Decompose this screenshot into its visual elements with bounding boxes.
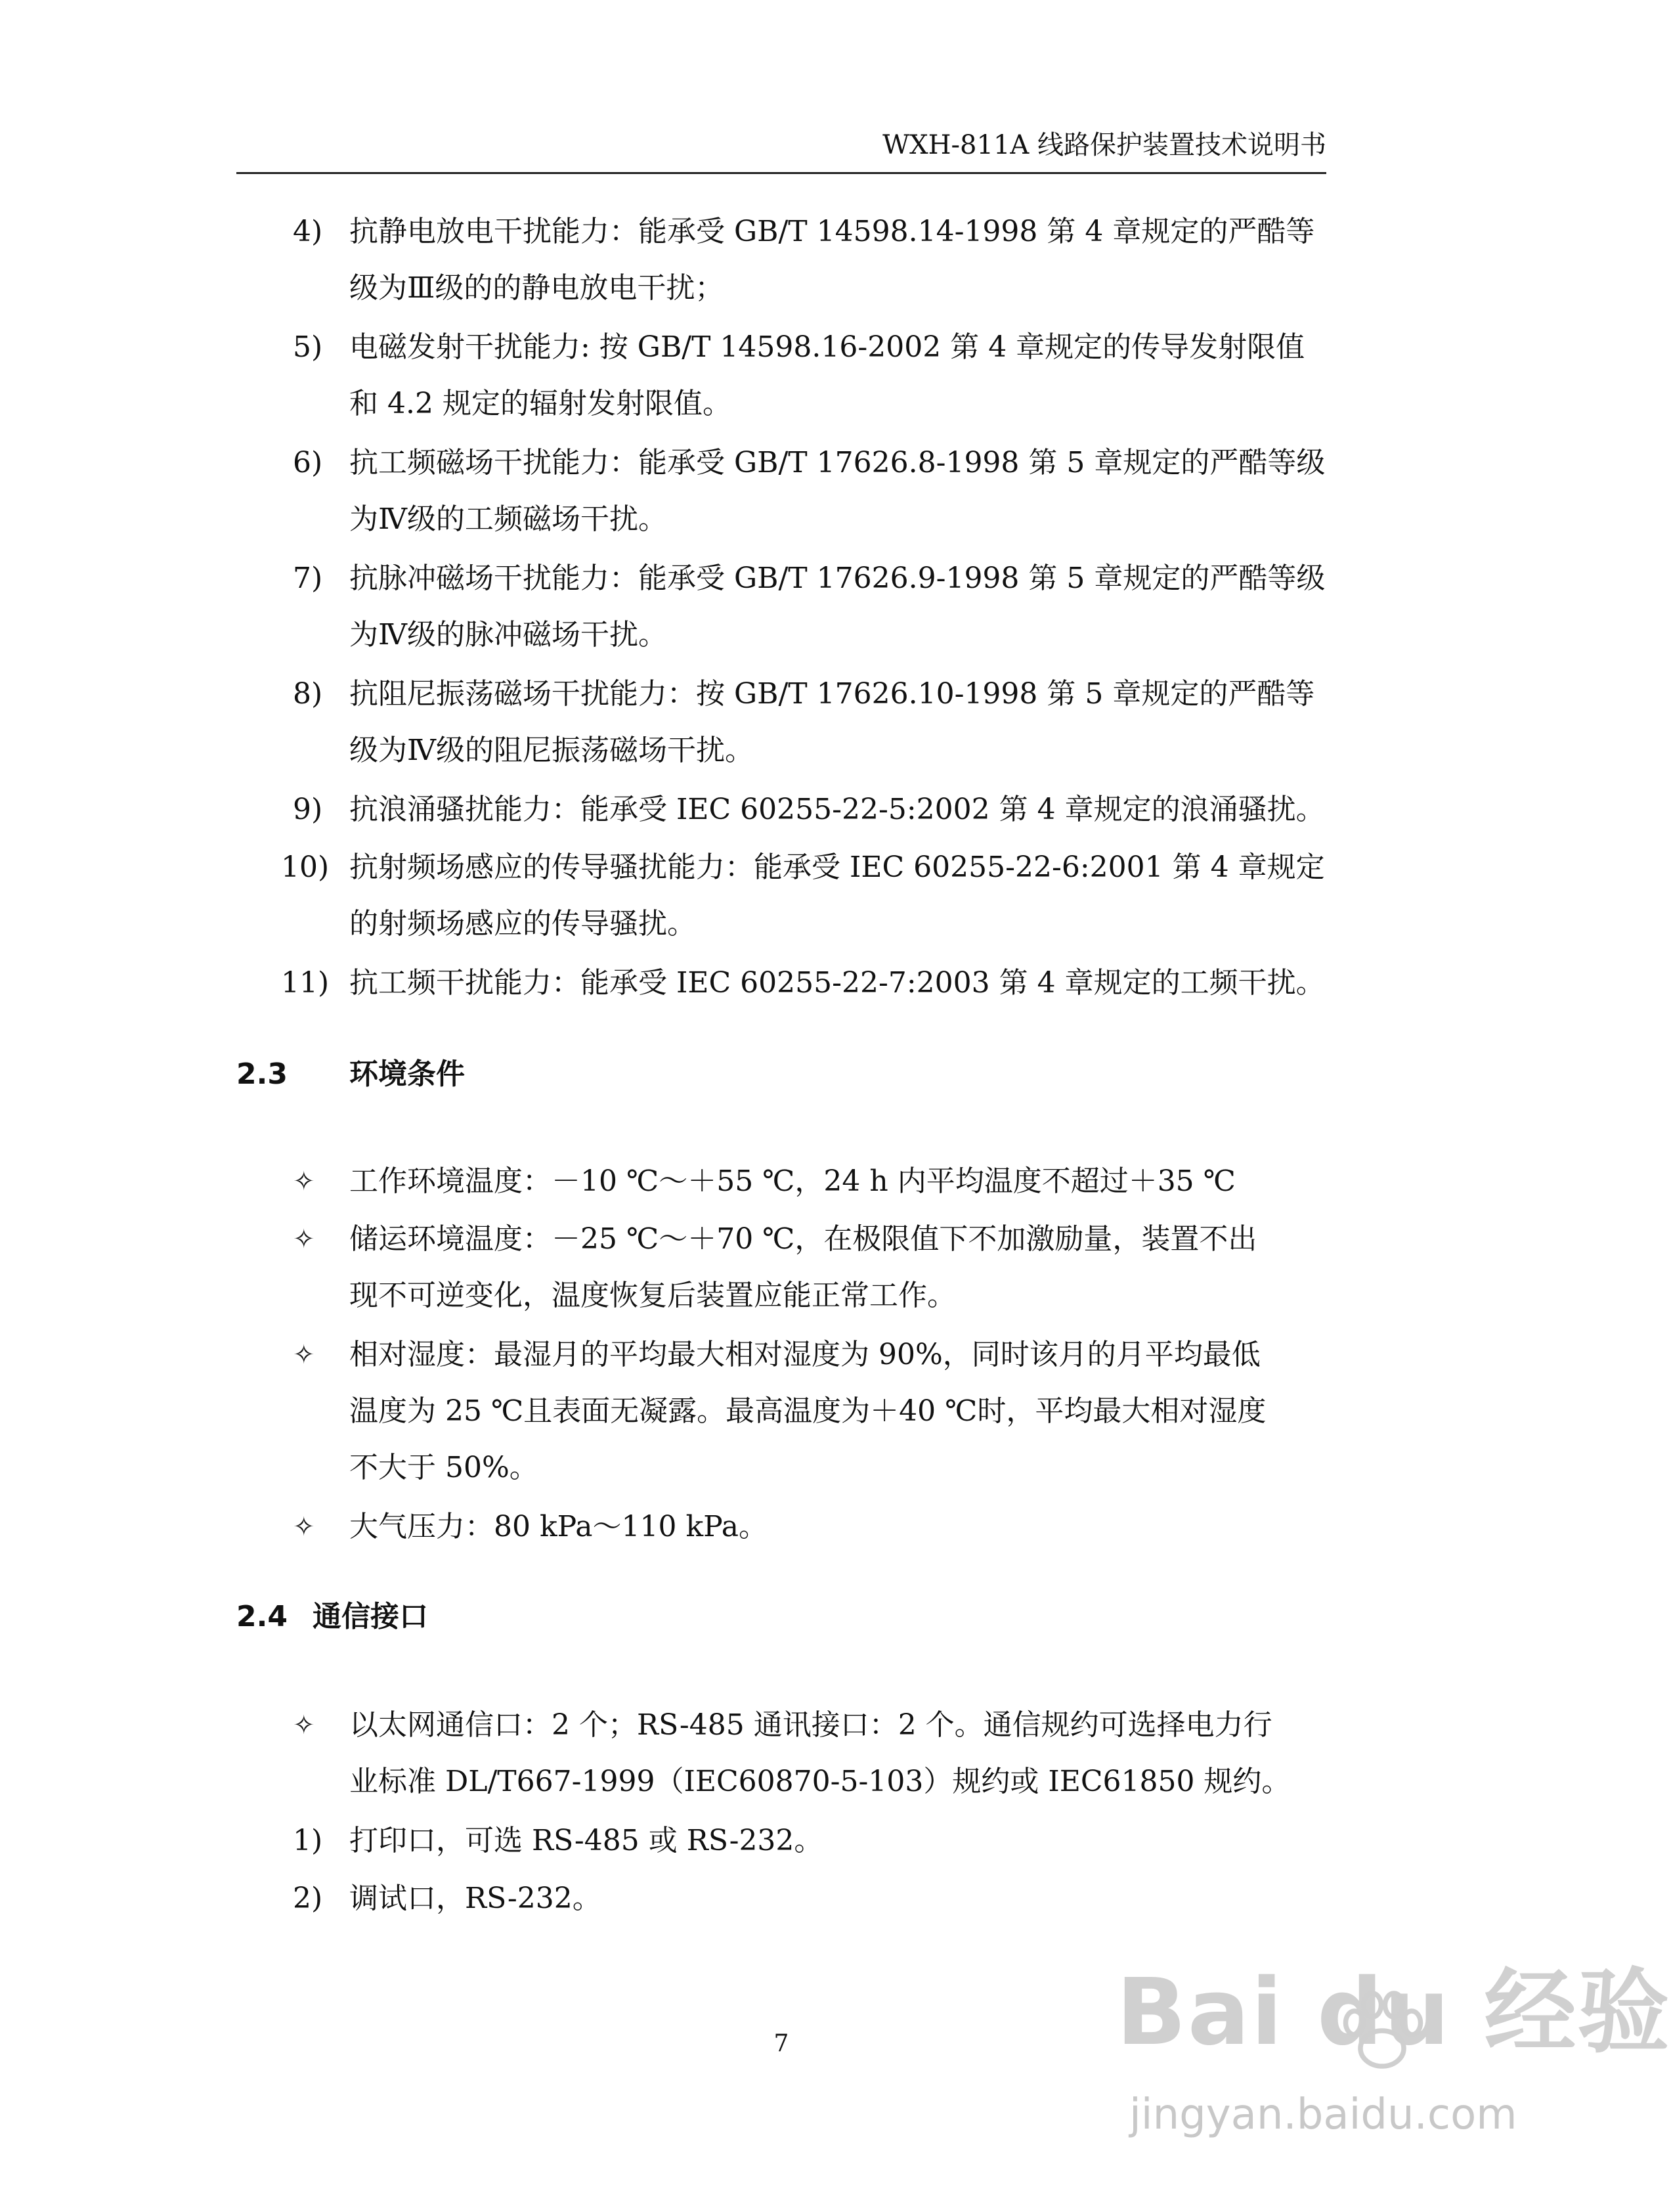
list-text-line: 大气压力：80 kPa～110 kPa。 bbox=[349, 1510, 768, 1543]
list-number: 9) bbox=[293, 793, 323, 826]
list-text-line: 温度为 25 ℃且表面无凝露。最高温度为＋40 ℃时，平均最大相对湿度 bbox=[349, 1394, 1267, 1428]
list-text-line: 电磁发射干扰能力: 按 GB/T 14598.16-2002 第 4 章规定的传导发射限值 bbox=[349, 330, 1305, 364]
list-item-8 bbox=[293, 666, 1328, 779]
list-text-line: 级为Ⅲ级的的静电放电干扰； bbox=[349, 271, 724, 305]
list-text-line: 抗射频场感应的传导骚扰能力：能承受 IEC 60255-22-6:2001 第 4 章规定 bbox=[349, 851, 1325, 884]
list-text-line: 打印口，可选 RS-485 或 RS-232。 bbox=[349, 1824, 823, 1857]
list-number: 5) bbox=[293, 330, 323, 364]
list-text-line: 储运环境温度：－25 ℃～＋70 ℃，在极限值下不加激励量，装置不出 bbox=[349, 1222, 1257, 1256]
list-text-line: 调试口，RS-232。 bbox=[349, 1882, 601, 1915]
list-number: 10) bbox=[281, 851, 330, 884]
baidu-paw-icon bbox=[1333, 1983, 1431, 2082]
list-text-line: 为Ⅳ级的脉冲磁场干扰。 bbox=[349, 618, 667, 652]
watermark-brand: Bai du 经验 bbox=[1116, 1959, 1671, 2066]
list-number: 1) bbox=[293, 1824, 323, 1857]
comm-item-print-port bbox=[293, 1813, 1328, 1869]
list-text-line: 为Ⅳ级的工频磁场干扰。 bbox=[349, 502, 667, 536]
list-number: 7) bbox=[293, 562, 323, 595]
bullet-star-icon: ✧ bbox=[293, 1166, 315, 1197]
list-number: 6) bbox=[293, 446, 323, 479]
list-item-5 bbox=[293, 319, 1328, 432]
list-text-line: 抗阻尼振荡磁场干扰能力：按 GB/T 17626.10-1998 第 5 章规定的严酷等 bbox=[349, 677, 1315, 711]
list-text-line: 抗工频干扰能力：能承受 IEC 60255-22-7:2003 第 4 章规定的工频干扰。 bbox=[349, 966, 1325, 1000]
baidu-jingyan-watermark bbox=[1116, 1957, 1671, 2174]
list-text-line: 抗静电放电干扰能力：能承受 GB/T 14598.14-1998 第 4 章规定的严酷等 bbox=[349, 215, 1315, 248]
list-text-line: 和 4.2 规定的辐射发射限值。 bbox=[349, 387, 731, 420]
list-item-9 bbox=[293, 782, 1328, 838]
list-item-11 bbox=[281, 955, 1328, 1011]
list-text-line: 抗工频磁场干扰能力：能承受 GB/T 17626.8-1998 第 5 章规定的严酷等级 bbox=[349, 446, 1326, 479]
comm-item-debug-port bbox=[293, 1870, 1328, 1927]
list-number: 4) bbox=[293, 215, 323, 248]
env-item-pressure bbox=[293, 1499, 1328, 1555]
list-number: 11) bbox=[281, 966, 330, 1000]
section-number: 2.4 bbox=[236, 1600, 288, 1633]
list-text-line: 现不可逆变化，温度恢复后装置应能正常工作。 bbox=[349, 1279, 956, 1312]
list-text-line: 以太网通信口：2 个；RS-485 通讯接口：2 个。通信规约可选择电力行 bbox=[349, 1708, 1272, 1742]
list-text-line: 级为Ⅳ级的阻尼振荡磁场干扰。 bbox=[349, 734, 754, 767]
list-number: 8) bbox=[293, 677, 323, 711]
bullet-star-icon: ✧ bbox=[293, 1224, 315, 1254]
list-text-line: 抗脉冲磁场干扰能力：能承受 GB/T 17626.9-1998 第 5 章规定的严酷等级 bbox=[349, 562, 1326, 595]
bullet-star-icon: ✧ bbox=[293, 1512, 315, 1542]
list-text-line: 不大于 50%。 bbox=[349, 1451, 538, 1484]
section-number: 2.3 bbox=[236, 1057, 288, 1091]
list-item-4 bbox=[293, 204, 1328, 317]
comm-item-ethernet bbox=[293, 1697, 1328, 1810]
list-text-line: 业标准 DL/T667-1999（IEC60870-5-103）规约或 IEC61850 规约。 bbox=[349, 1765, 1291, 1798]
bullet-star-icon: ✧ bbox=[293, 1340, 315, 1370]
section-title: 环境条件 bbox=[349, 1057, 465, 1091]
section-title: 通信接口 bbox=[313, 1600, 428, 1633]
env-item-storage-temp bbox=[293, 1211, 1328, 1324]
env-item-humidity bbox=[293, 1327, 1328, 1496]
watermark-url: jingyan.baidu.com bbox=[1129, 2090, 1517, 2139]
list-number: 2) bbox=[293, 1882, 323, 1915]
list-text-line: 工作环境温度：－10 ℃～＋55 ℃，24 h 内平均温度不超过＋35 ℃ bbox=[349, 1164, 1236, 1198]
list-text-line: 抗浪涌骚扰能力：能承受 IEC 60255-22-5:2002 第 4 章规定的浪涌骚扰。 bbox=[349, 793, 1325, 826]
page-number: 7 bbox=[773, 2030, 789, 2057]
header-rule bbox=[236, 172, 1326, 174]
list-text-line: 的射频场感应的传导骚扰。 bbox=[349, 907, 696, 940]
header-title: WXH-811A 线路保护装置技术说明书 bbox=[882, 130, 1326, 160]
list-text-line: 相对湿度：最湿月的平均最大相对湿度为 90%，同时该月的月平均最低 bbox=[349, 1338, 1261, 1371]
bullet-star-icon: ✧ bbox=[293, 1710, 315, 1740]
list-item-6 bbox=[293, 435, 1328, 548]
list-item-7 bbox=[293, 550, 1328, 663]
list-item-10 bbox=[281, 839, 1328, 952]
env-item-operating-temp bbox=[293, 1153, 1328, 1210]
